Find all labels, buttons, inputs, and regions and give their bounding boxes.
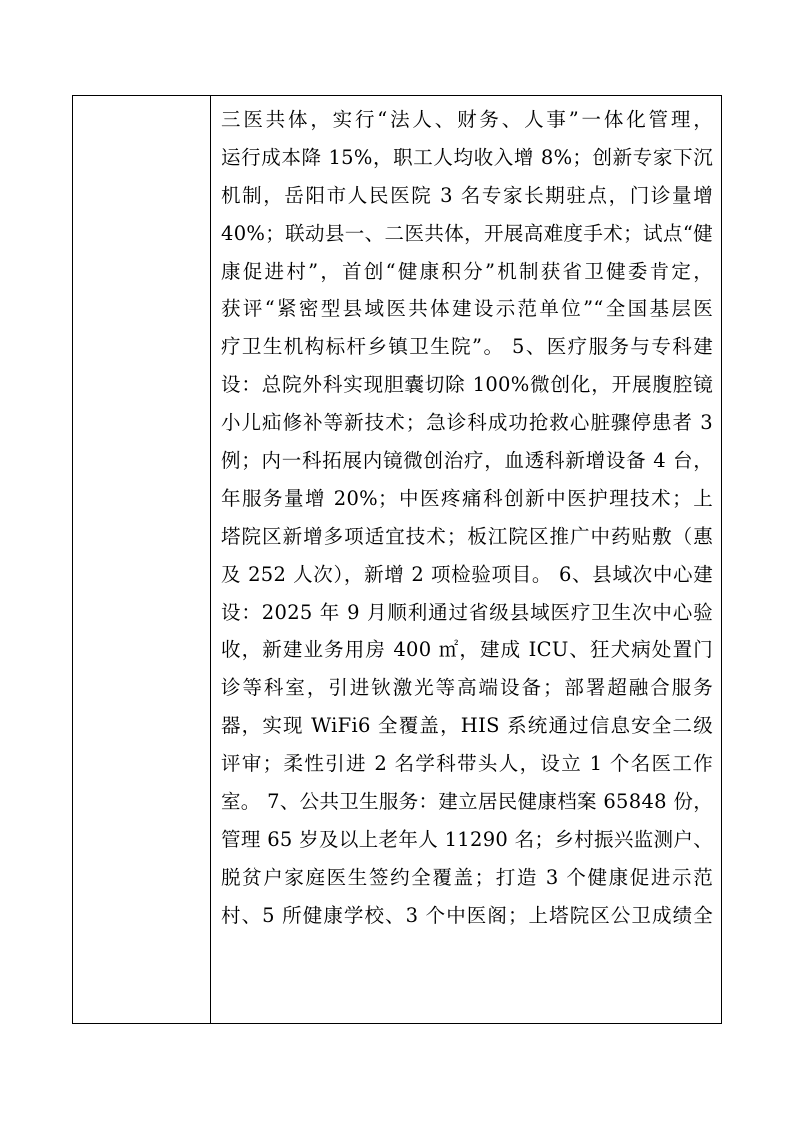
body-line: 疗卫生机构标杆乡镇卫生院”。 5、医疗服务与专科建 [221,335,713,359]
body-line: 村、5 所健康学校、3 个中医阁；上塔院区公卫成绩全 [221,903,713,927]
body-line: 康促进村”，首创“健康积分”机制获省卫健委肯定， [221,259,713,283]
table-right-cell [221,101,713,935]
content-table [72,95,722,1024]
body-line: 例；内一科拓展内镜微创治疗，血透科新增设备 4 台， [221,449,713,473]
body-line: 收，新建业务用房 400 ㎡，建成 ICU、狂犬病处置门 [221,638,713,662]
body-line: 设：2025 年 9 月顺利通过省级县域医疗卫生次中心验 [221,600,713,624]
table-left-cell [73,96,210,1023]
body-line: 脱贫户家庭医生签约全覆盖；打造 3 个健康促进示范 [221,865,713,889]
column-divider [210,96,211,1023]
body-line: 小儿疝修补等新技术；急诊科成功抢救心脏骤停患者 3 [221,411,713,435]
body-line: 40%；联动县一、二医共体，开展高难度手术；试点“健 [221,221,713,245]
body-line: 运行成本降 15%，职工人均收入增 8%；创新专家下沉 [221,145,713,169]
body-line: 三医共体，实行“法人、财务、人事”一体化管理， [221,108,713,131]
body-line: 年服务量增 20%；中医疼痛科创新中医护理技术；上 [221,486,713,510]
body-line: 及 252 人次），新增 2 项检验项目。 6、县域次中心建 [221,562,713,586]
body-line: 机制，岳阳市人民医院 3 名专家长期驻点，门诊量增 [221,183,713,207]
body-line: 评审；柔性引进 2 名学科带头人，设立 1 个名医工作 [221,752,713,776]
body-line: 塔院区新增多项适宜技术；板江院区推广中药贴敷（惠 [221,524,713,548]
body-line: 管理 65 岁及以上老年人 11290 名；乡村振兴监测户、 [221,827,713,851]
body-line: 室。 7、公共卫生服务：建立居民健康档案 65848 份， [221,790,713,814]
body-line: 诊等科室，引进钬激光等高端设备；部署超融合服务 [221,676,713,700]
body-line: 器，实现 WiFi6 全覆盖，HIS 系统通过信息安全二级 [221,714,713,738]
body-line: 获评“紧密型县域医共体建设示范单位”“全国基层医 [221,297,713,321]
body-line: 设：总院外科实现胆囊切除 100%微创化，开展腹腔镜 [221,373,713,397]
